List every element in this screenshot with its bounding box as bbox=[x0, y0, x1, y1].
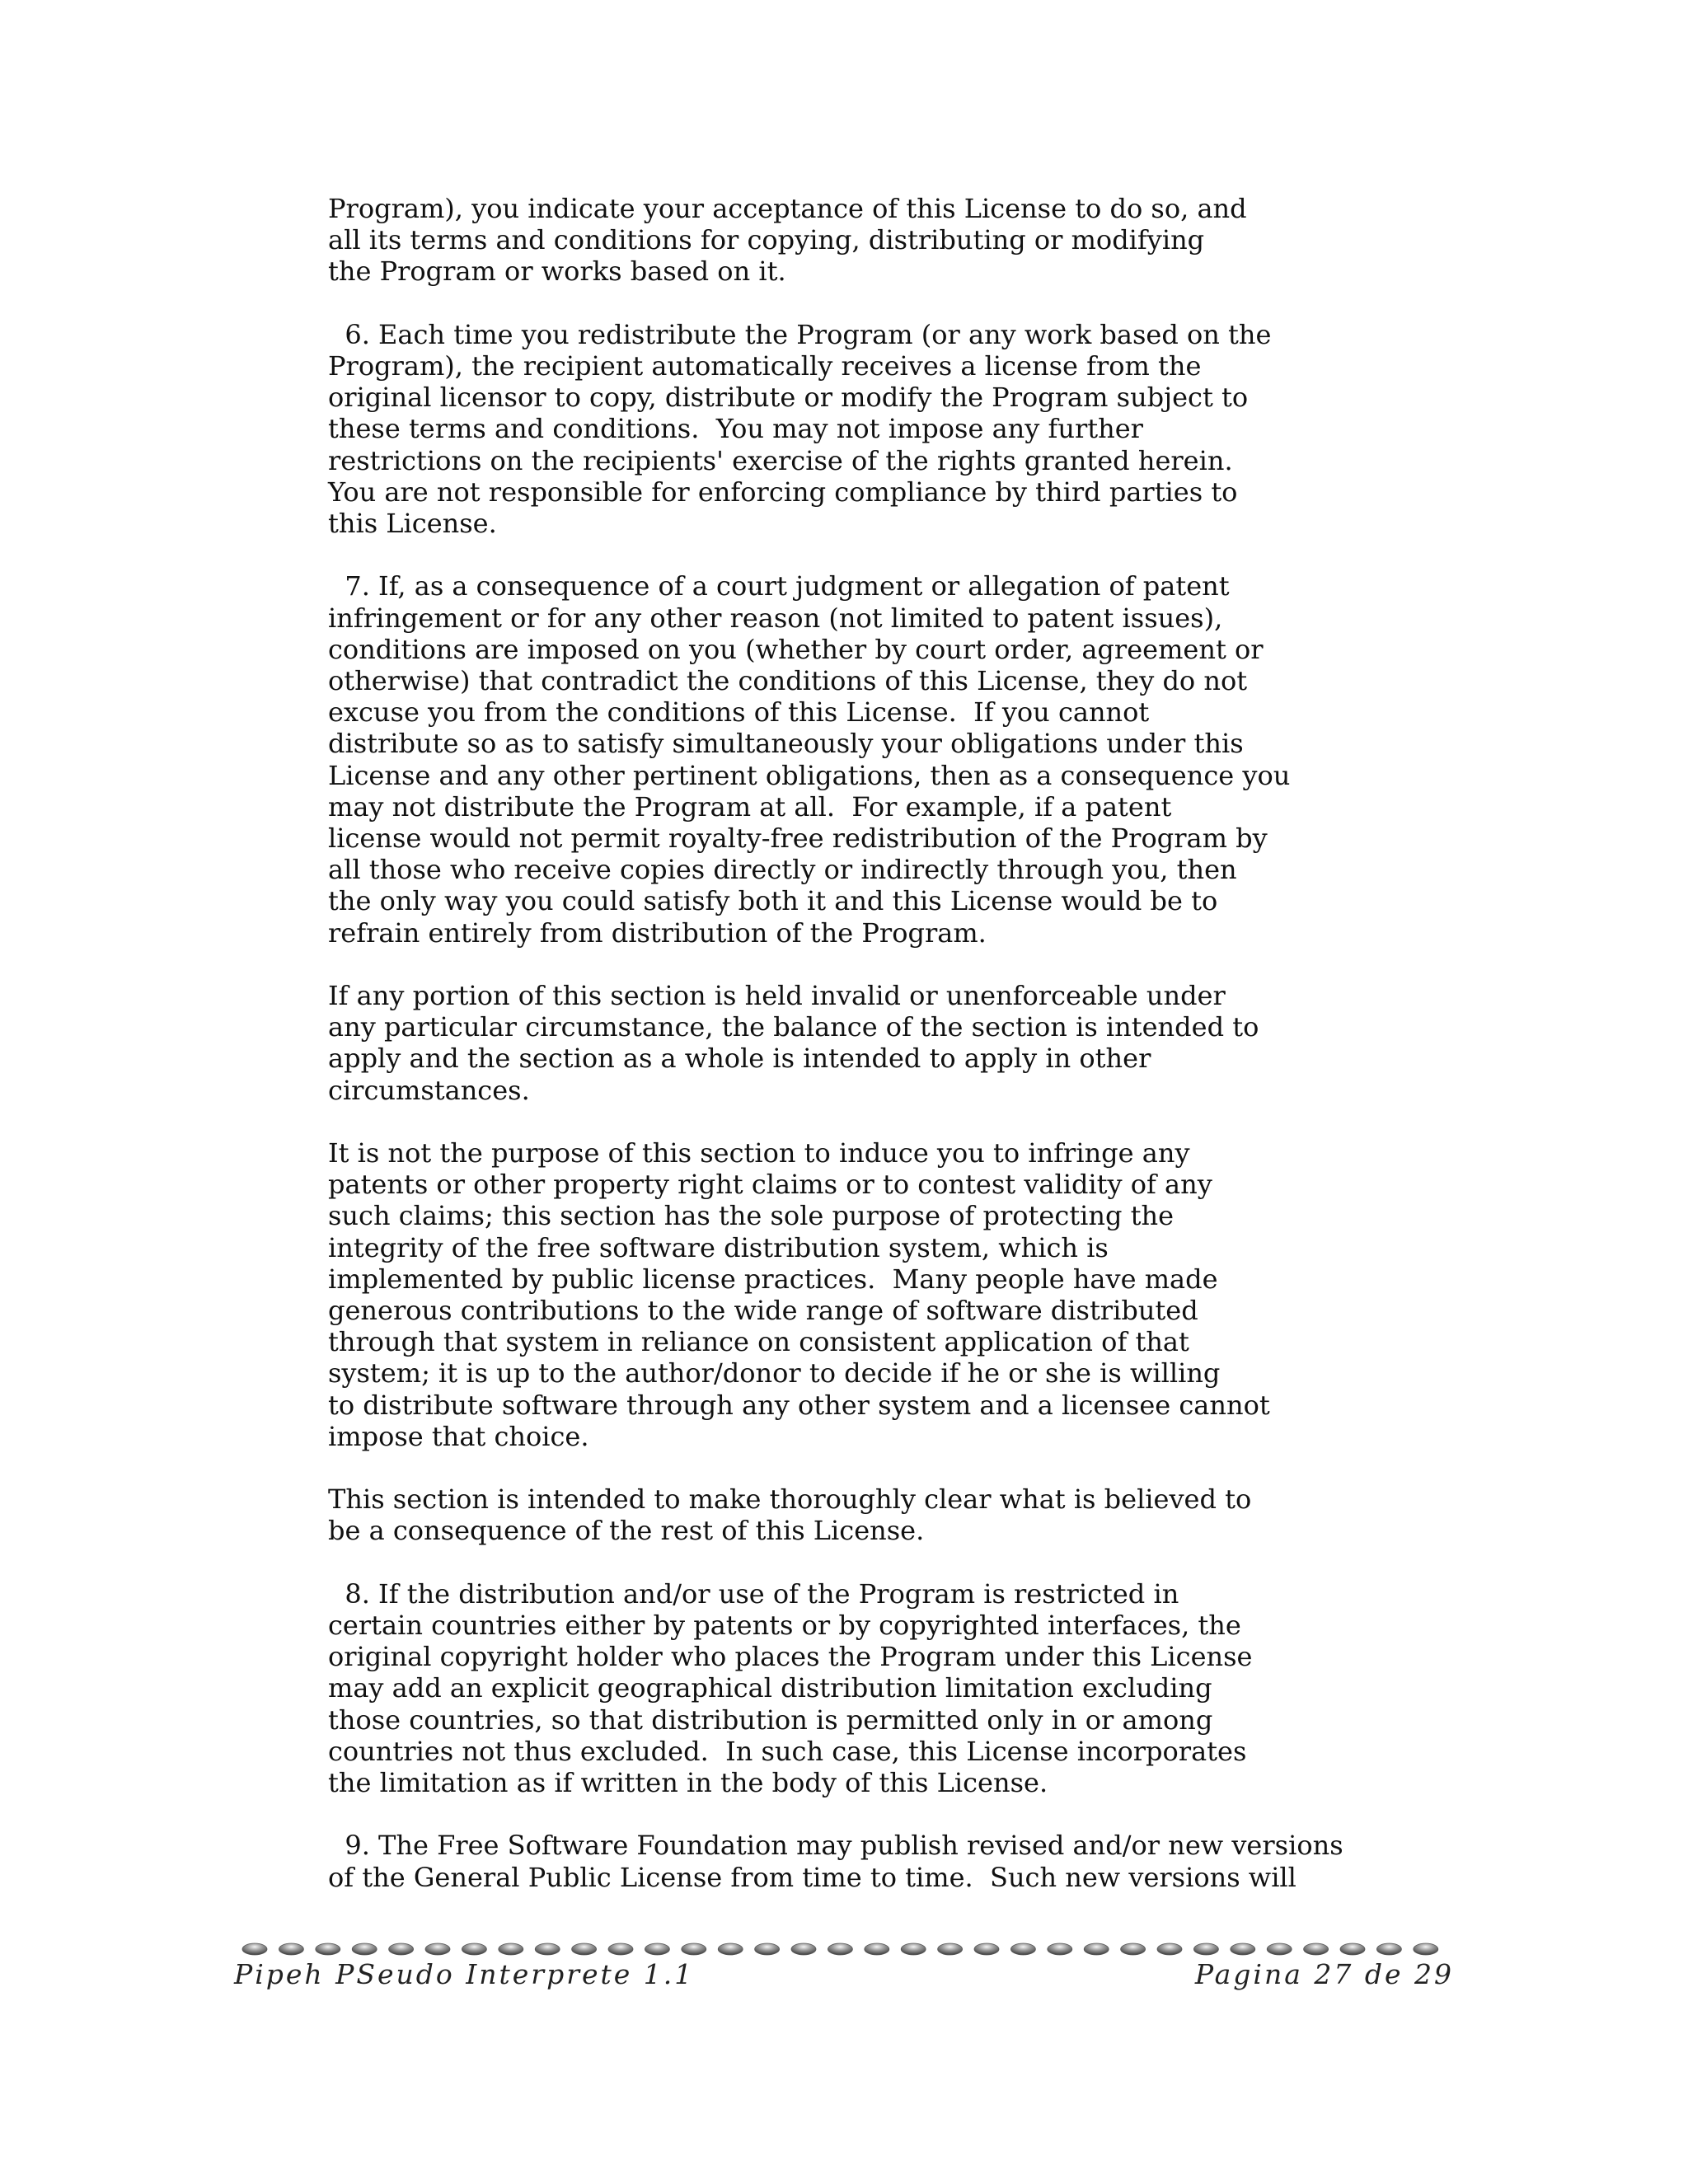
bead-ornament bbox=[279, 1943, 303, 1955]
text-line: infringement or for any other reason (not limited to patent issues), bbox=[328, 602, 1223, 634]
bead-ornament bbox=[1414, 1943, 1438, 1955]
text-line: refrain entirely from distribution of the Program. bbox=[328, 916, 987, 949]
text-line: this License. bbox=[328, 508, 497, 540]
bead-ornament bbox=[938, 1943, 963, 1955]
bead-ornament bbox=[352, 1943, 377, 1955]
bead-ornament bbox=[1231, 1943, 1255, 1955]
text-line: be a consequence of the rest of this License. bbox=[328, 1515, 925, 1547]
bead-ornament bbox=[828, 1943, 852, 1955]
paragraph-section-8 bbox=[328, 1578, 1317, 1798]
paragraph bbox=[328, 193, 1317, 288]
text-line: Program), you indicate your acceptance of this License to do so, and bbox=[328, 193, 1247, 224]
text-line: original copyright holder who places the Program under this License bbox=[328, 1641, 1253, 1673]
bead-ornament bbox=[535, 1943, 560, 1955]
text-line: circumstances. bbox=[328, 1074, 530, 1106]
bead-ornament bbox=[865, 1943, 889, 1955]
text-line: those countries, so that distribution is permitted only in or among bbox=[328, 1704, 1213, 1736]
text-line: system; it is up to the author/donor to decide if he or she is willing bbox=[328, 1357, 1221, 1390]
text-line: license would not permit royalty-free redistribution of the Program by bbox=[328, 823, 1268, 855]
bead-ornament bbox=[1157, 1943, 1182, 1955]
text-line: distribute so as to satisfy simultaneously your obligations under this bbox=[328, 728, 1244, 760]
text-line: excuse you from the conditions of this License. If you cannot bbox=[328, 696, 1150, 729]
bead-ornament bbox=[645, 1943, 669, 1955]
bead-ornament bbox=[389, 1943, 414, 1955]
bead-ornament bbox=[791, 1943, 816, 1955]
footer-bead-divider bbox=[241, 1941, 1445, 1957]
text-line: all those who receive copies directly or indirectly through you, then bbox=[328, 854, 1237, 886]
paragraph bbox=[328, 1483, 1317, 1546]
bead-ornament bbox=[1376, 1943, 1401, 1955]
text-line: 6. Each time you redistribute the Program (or any work based on the bbox=[328, 318, 1272, 350]
text-line: such claims; this section has the sole purpose of protecting the bbox=[328, 1200, 1175, 1232]
footer-document-title: Pipeh PSeudo Interprete 1.1 bbox=[234, 1958, 695, 1990]
text-line: integrity of the free software distribution system, which is bbox=[328, 1231, 1109, 1263]
text-line: the limitation as if written in the body of this License. bbox=[328, 1767, 1048, 1799]
bead-ornament bbox=[1010, 1943, 1035, 1955]
text-line: certain countries either by patents or by copyrighted interfaces, the bbox=[328, 1610, 1241, 1642]
text-line: You are not responsible for enforcing compliance by third parties to bbox=[328, 476, 1238, 508]
bead-ornament bbox=[1267, 1943, 1292, 1955]
text-line: Program), the recipient automatically receives a license from the bbox=[328, 350, 1202, 382]
text-line: to distribute software through any other system and a licensee cannot bbox=[328, 1389, 1270, 1421]
text-line: restrictions on the recipients' exercise of the rights granted herein. bbox=[328, 444, 1233, 476]
text-line: License and any other pertinent obligations, then as a consequence you bbox=[328, 759, 1291, 791]
text-line: any particular circumstance, the balance of the section is intended to bbox=[328, 1011, 1259, 1043]
footer-page-number: Pagina 27 de 29 bbox=[1194, 1958, 1454, 1990]
paragraph bbox=[328, 1137, 1317, 1452]
bead-ornament bbox=[1048, 1943, 1072, 1955]
text-line: through that system in reliance on consistent application of that bbox=[328, 1326, 1189, 1358]
bead-ornament bbox=[425, 1943, 450, 1955]
text-line: This section is intended to make thoroughly clear what is believed to bbox=[328, 1483, 1252, 1516]
text-line: original licensor to copy, distribute or modify the Program subject to bbox=[328, 382, 1249, 414]
license-text bbox=[328, 193, 1343, 1924]
bead-ornament bbox=[1304, 1943, 1329, 1955]
bead-ornament bbox=[462, 1943, 486, 1955]
bead-ornament bbox=[608, 1943, 633, 1955]
text-line: generous contributions to the wide range of software distributed bbox=[328, 1295, 1198, 1327]
text-line: 9. The Free Software Foundation may publish revised and/or new versions bbox=[328, 1830, 1343, 1862]
text-line: otherwise) that contradict the conditions of this License, they do not bbox=[328, 665, 1248, 697]
bead-ornament bbox=[1193, 1943, 1218, 1955]
bead-ornament bbox=[901, 1943, 926, 1955]
text-line: the only way you could satisfy both it and this License would be to bbox=[328, 885, 1218, 917]
paragraph-section-6 bbox=[328, 319, 1317, 539]
bead-ornament bbox=[682, 1943, 706, 1955]
text-line: countries not thus excluded. In such case, this License incorporates bbox=[328, 1735, 1247, 1767]
bead-ornament bbox=[1084, 1943, 1109, 1955]
text-line: If any portion of this section is held invalid or unenforceable under bbox=[328, 980, 1226, 1012]
text-line: 7. If, as a consequence of a court judgment or allegation of patent bbox=[328, 570, 1230, 602]
text-line: impose that choice. bbox=[328, 1420, 589, 1452]
bead-ornament bbox=[974, 1943, 999, 1955]
text-line: patents or other property right claims or to contest validity of any bbox=[328, 1169, 1212, 1201]
paragraph-section-7 bbox=[328, 570, 1317, 948]
text-line: may add an explicit geographical distribution limitation excluding bbox=[328, 1672, 1212, 1704]
bead-ornament bbox=[755, 1943, 780, 1955]
text-line: conditions are imposed on you (whether by court order, agreement or bbox=[328, 633, 1264, 665]
bead-ornament bbox=[718, 1943, 743, 1955]
paragraph bbox=[328, 980, 1317, 1106]
text-line: apply and the section as a whole is intended to apply in other bbox=[328, 1043, 1151, 1075]
text-line: all its terms and conditions for copying, distributing or modifying bbox=[328, 224, 1205, 256]
bead-ornament bbox=[572, 1943, 597, 1955]
bead-ornament bbox=[499, 1943, 523, 1955]
bead-ornament bbox=[242, 1943, 267, 1955]
paragraph-section-9 bbox=[328, 1830, 1343, 1893]
text-line: It is not the purpose of this section to induce you to infringe any bbox=[328, 1137, 1190, 1169]
text-line: may not distribute the Program at all. For example, if a patent bbox=[328, 790, 1172, 823]
text-line: implemented by public license practices. Many people have made bbox=[328, 1263, 1218, 1295]
text-line: of the General Public License from time to time. Such new versions will bbox=[328, 1861, 1296, 1893]
text-line: the Program or works based on it. bbox=[328, 255, 786, 288]
text-line: 8. If the distribution and/or use of the Program is restricted in bbox=[328, 1577, 1179, 1610]
bead-ornament bbox=[1340, 1943, 1365, 1955]
text-line: these terms and conditions. You may not impose any further bbox=[328, 413, 1143, 445]
bead-ornament bbox=[1121, 1943, 1146, 1955]
bead-ornament bbox=[316, 1943, 340, 1955]
